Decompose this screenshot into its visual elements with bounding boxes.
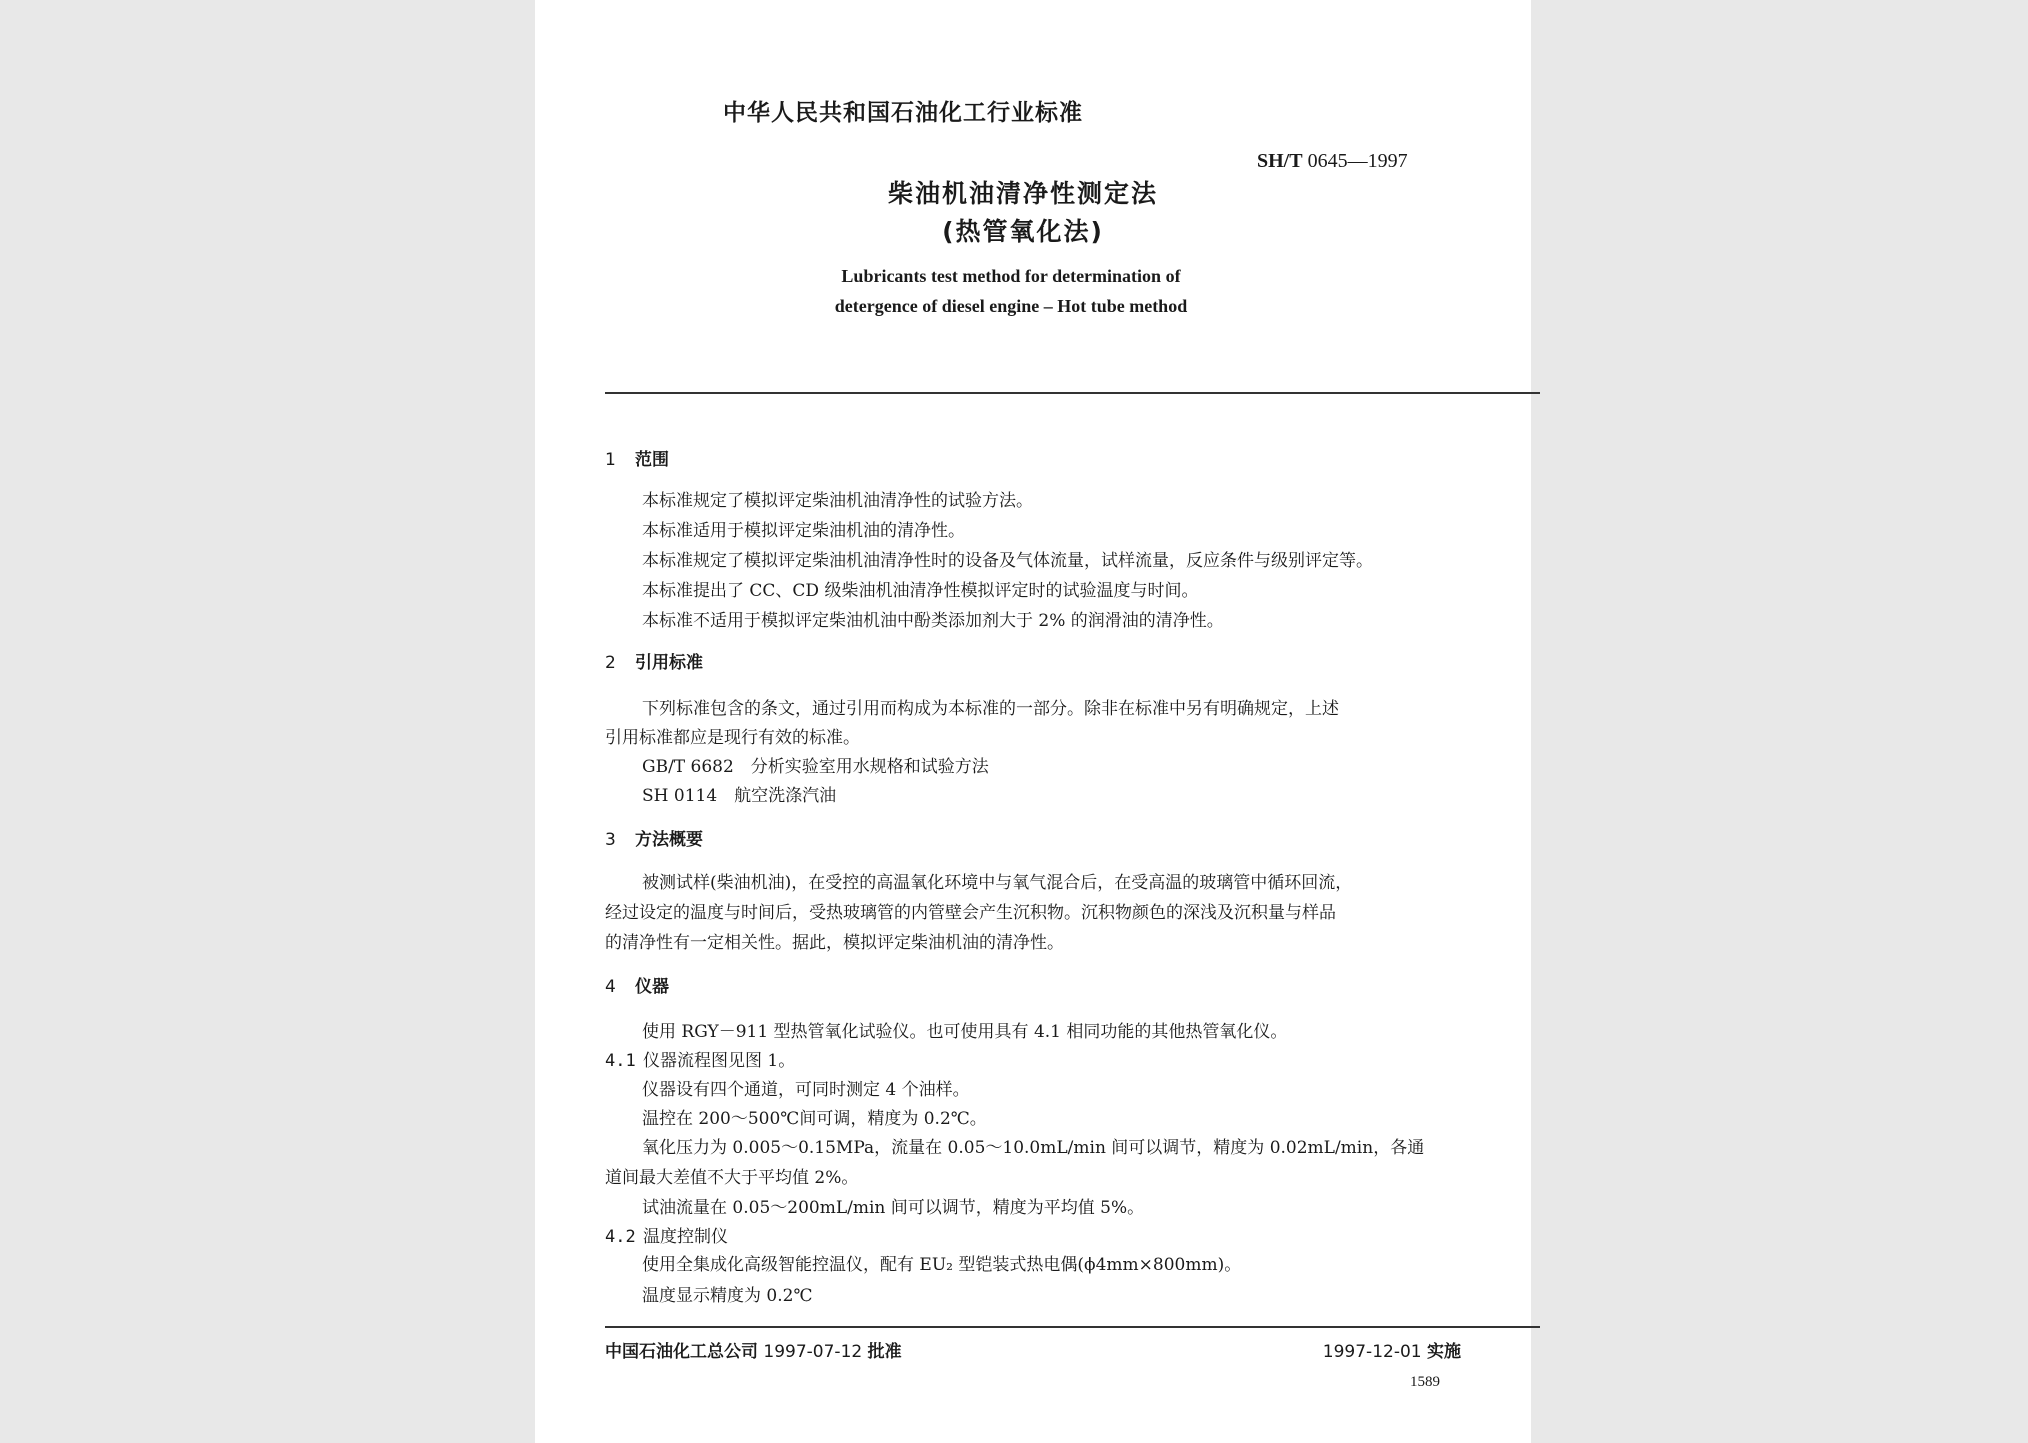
section-4-number: 4 <box>605 977 616 997</box>
section-2-para-line: 下列标准包含的条文，通过引用而构成为本标准的一部分。除非在标准中另有明确规定，上述 <box>642 699 1339 719</box>
document-page <box>535 0 1531 1443</box>
subsection-4-1-line: 氧化压力为 0.005～0.15MPa，流量在 0.05～10.0mL/min 间可以调节，精度为 0.02mL/min，各通 <box>642 1138 1425 1158</box>
effective-info <box>1323 1337 1461 1362</box>
subsection-4-1-line: 试油流量在 0.05～200mL/min 间可以调节，精度为平均值 5%。 <box>642 1198 1145 1218</box>
subsection-4-1-line: 温控在 200～500℃间可调，精度为 0.2℃。 <box>642 1109 987 1129</box>
header-divider <box>605 392 1540 394</box>
section-1-para: 本标准不适用于模拟评定柴油机油中酚类添加剂大于 2% 的润滑油的清净性。 <box>642 611 1224 631</box>
section-3-number: 3 <box>605 830 616 850</box>
section-3-heading <box>605 825 703 850</box>
section-1-para: 本标准提出了 CC、CD 级柴油机油清净性模拟评定时的试验温度与时间。 <box>642 581 1199 601</box>
page-number: 1589 <box>1410 1374 1440 1390</box>
standard-code-number: 0645—1997 <box>1307 150 1408 172</box>
approval-info <box>605 1337 902 1362</box>
section-3-line: 的清净性有一定相关性。据此，模拟评定柴油机油的清净性。 <box>605 933 1064 953</box>
reference-item: GB/T 6682 分析实验室用水规格和试验方法 <box>642 757 989 777</box>
subsection-4-1-line: 道间最大差值不大于平均值 2%。 <box>605 1168 859 1188</box>
subsection-4-1-title: 仪器流程图见图 1。 <box>643 1051 796 1071</box>
subsection-4-2-line: 温度显示精度为 0.2℃ <box>642 1286 813 1306</box>
issuer: 中国石油化工总公司 <box>605 1342 758 1362</box>
footer-divider <box>605 1326 1540 1328</box>
subsection-4-2-heading <box>605 1222 728 1247</box>
title-line-2: (热管氧化法) <box>942 217 1104 246</box>
standard-code-prefix: SH/T <box>1257 150 1303 172</box>
standard-code <box>1257 150 1408 173</box>
english-title-line-1: Lubricants test method for determination of <box>841 266 1181 286</box>
title-line-1: 柴油机油清净性测定法 <box>887 179 1158 208</box>
section-2-heading <box>605 648 703 673</box>
section-1-para: 本标准规定了模拟评定柴油机油清净性的试验方法。 <box>642 491 1033 511</box>
section-4-heading <box>605 972 669 997</box>
section-1-para: 本标准适用于模拟评定柴油机油的清净性。 <box>642 521 965 541</box>
subsection-4-1-number: 4.1 <box>605 1051 636 1071</box>
section-4-title: 仪器 <box>635 977 669 997</box>
subsection-4-1-line: 仪器设有四个通道，可同时测定 4 个油样。 <box>642 1080 970 1100</box>
section-1-number: 1 <box>605 450 616 470</box>
org-title: 中华人民共和国石油化工行业标准 <box>723 100 1083 126</box>
section-2-title: 引用标准 <box>635 653 703 673</box>
section-1-title: 范围 <box>635 450 669 470</box>
subsection-4-2-line: 使用全集成化高级智能控温仪，配有 EU₂ 型铠装式热电偶(ϕ4mm×800mm)。 <box>642 1255 1242 1275</box>
section-2-number: 2 <box>605 653 616 673</box>
section-3-line: 被测试样(柴油机油)，在受控的高温氧化环境中与氧气混合后，在受高温的玻璃管中循环回流， <box>642 873 1353 893</box>
section-1-para: 本标准规定了模拟评定柴油机油清净性时的设备及气体流量，试样流量，反应条件与级别评定等。 <box>642 551 1373 571</box>
section-4-intro: 使用 RGY－911 型热管氧化试验仪。也可使用具有 4.1 相同功能的其他热管氧化仪。 <box>642 1022 1288 1042</box>
effective-date: 1997-12-01 <box>1322 1342 1422 1362</box>
subsection-4-1-heading <box>605 1046 795 1071</box>
section-1-heading <box>605 445 669 470</box>
effective-label: 实施 <box>1427 1342 1461 1362</box>
english-title-line-2: detergence of diesel engine – Hot tube method <box>834 296 1188 316</box>
section-3-line: 经过设定的温度与时间后，受热玻璃管的内管壁会产生沉积物。沉积物颜色的深浅及沉积量与样品 <box>605 903 1336 923</box>
section-2-para-line: 引用标准都应是现行有效的标准。 <box>605 728 860 748</box>
subsection-4-2-number: 4.2 <box>605 1227 636 1247</box>
approve-label: 批准 <box>867 1342 902 1362</box>
reference-item: SH 0114 航空洗涤汽油 <box>642 786 837 806</box>
approve-date: 1997-07-12 <box>763 1342 863 1362</box>
section-3-title: 方法概要 <box>635 830 703 850</box>
subsection-4-2-title: 温度控制仪 <box>643 1227 728 1247</box>
